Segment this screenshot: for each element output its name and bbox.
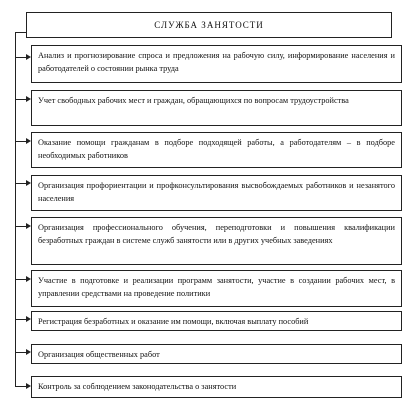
diagram-title: СЛУЖБА ЗАНЯТОСТИ: [26, 12, 392, 38]
arrow-9: [15, 386, 27, 387]
arrow-2: [15, 99, 27, 100]
arrow-3: [15, 141, 27, 142]
function-box-6: Участие в подготовке и реализации программ занятости, участие в создании рабочих мест, в управлении средствами на проведение политики: [31, 270, 402, 307]
arrow-6: [15, 279, 27, 280]
arrow-8: [15, 352, 27, 353]
function-box-4: Организация профориентации и профконсультирования высвобождаемых работников и незанятого населения: [31, 175, 402, 211]
function-box-1: Анализ и прогнозирование спроса и предложения на рабочую силу, информирование населения и работодателей о состоянии рынка труда: [31, 45, 402, 83]
function-box-2: Учет свободных рабочих мест и граждан, обращающихся по вопросам трудоустройства: [31, 90, 402, 126]
arrow-1: [15, 57, 27, 58]
connector-trunk: [15, 32, 16, 387]
title-connector: [15, 32, 26, 33]
function-box-9: Контроль за соблюдением законодательства о занятости: [31, 376, 402, 398]
function-box-7: Регистрация безработных и оказание им помощи, включая выплату пособий: [31, 311, 402, 331]
function-box-5: Организация профессионального обучения, переподготовки и повышения квалификации безработных граждан в системе служб занятости или в других учебных заведениях: [31, 217, 402, 265]
arrow-5: [15, 226, 27, 227]
function-box-3: Оказание помощи гражданам в подборе подходящей работы, а работодателям – в подборе необходимых работников: [31, 132, 402, 168]
arrow-7: [15, 319, 27, 320]
function-box-8: Организация общественных работ: [31, 344, 402, 364]
arrow-4: [15, 183, 27, 184]
